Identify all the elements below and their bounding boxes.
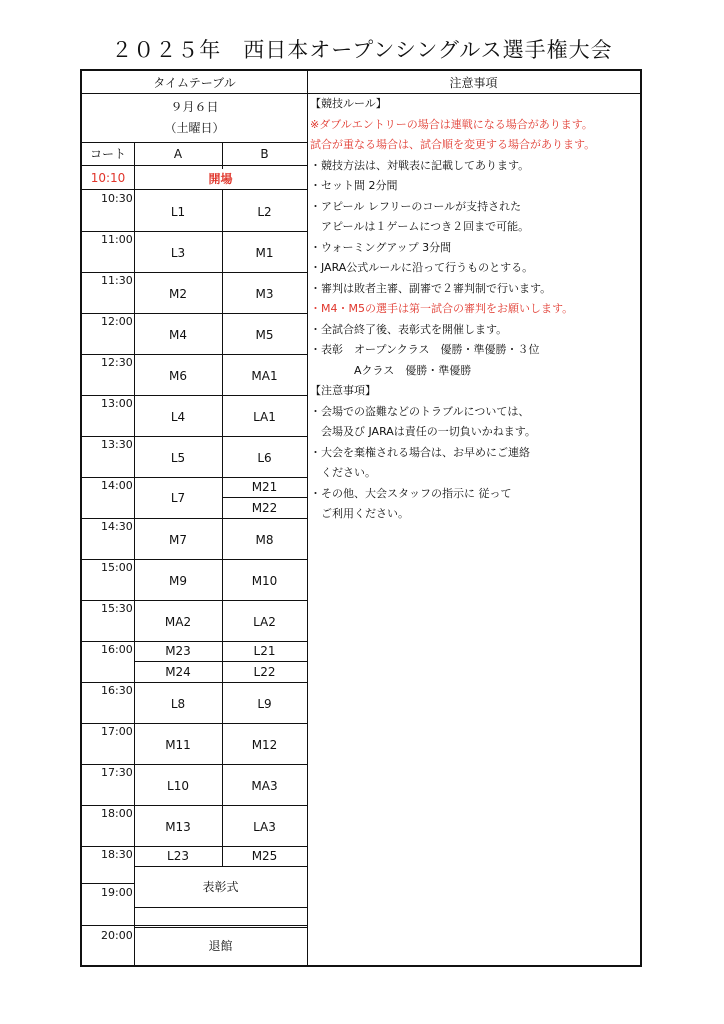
court-b-header: B: [260, 146, 269, 161]
match-court-b: M21: [251, 480, 278, 494]
notes-list: [310, 95, 640, 526]
note-line: ・JARA公式ルールに沿って行うものとする。: [310, 261, 534, 274]
note-line: ・アピール レフリーのコールが支持された: [310, 199, 522, 213]
time-label: 17:00: [101, 725, 133, 738]
match-court-a: L23: [167, 849, 189, 863]
page-title: ２０２５年 西日本オープンシングルス選手権大会: [111, 38, 613, 62]
header-divider: [82, 93, 640, 94]
match-court-a: L1: [170, 205, 186, 219]
sub-row-divider: [222, 497, 307, 498]
row-divider: [82, 231, 307, 232]
time-label: 10:30: [101, 192, 133, 205]
note-line: ・M4・M5の選手は第一試合の審判をお願いします。: [310, 302, 574, 315]
note-line: ・大会を棄権される場合は、お早めにご連絡: [310, 445, 530, 459]
time-label: 15:00: [101, 561, 133, 574]
note-line: Aクラス 優勝・準優勝: [310, 363, 472, 377]
note-line: ・全試合終了後、表彰式を開催します。: [310, 322, 508, 336]
row-divider: [82, 883, 134, 884]
time-label: 14:00: [101, 479, 133, 492]
match-court-a: L3: [170, 246, 186, 260]
row-divider: [82, 313, 307, 314]
court-header: コート: [89, 147, 126, 161]
match-court-b: M5: [255, 328, 274, 342]
section-divider: [307, 71, 308, 965]
note-line: ご利用ください。: [310, 507, 409, 520]
time-label: 13:30: [101, 438, 133, 451]
court-a-header: A: [173, 146, 183, 161]
match-court-b: MA1: [251, 369, 278, 383]
match-court-b: L2: [257, 205, 272, 219]
row-divider: [82, 189, 307, 190]
time-label: 17:30: [101, 766, 133, 779]
match-court-a: L4: [170, 410, 186, 424]
match-court-b: L6: [257, 451, 272, 465]
match-court-a: M11: [165, 738, 191, 752]
note-line: アピールは１ゲームにつき２回まで可能。: [310, 220, 530, 233]
row-divider: [82, 518, 307, 519]
time-label: 15:30: [101, 602, 133, 615]
row-divider: [82, 805, 307, 806]
match-court-a: L5: [170, 451, 186, 465]
note-line: 試合が重なる場合は、試合順を変更する場合があります。: [310, 138, 596, 151]
match-court-a: L7: [170, 490, 186, 505]
note-line: ・ウォーミングアップ 3分間: [310, 240, 452, 254]
sub-row-divider: [134, 661, 307, 662]
time-label: 18:00: [101, 807, 133, 820]
time-label: 19:00: [101, 886, 133, 899]
departure-label: 退館: [208, 938, 233, 953]
row-divider: [82, 559, 307, 560]
time-label: 18:30: [101, 848, 133, 861]
match-court-b: M12: [251, 738, 278, 752]
note-line: ・セット間 2分間: [310, 179, 398, 192]
match-court-a: M6: [169, 369, 187, 383]
match-court-b: M10: [251, 574, 278, 588]
row-divider: [82, 436, 307, 437]
time-label: 12:00: [101, 315, 133, 328]
match-court-a: L8: [170, 697, 186, 711]
match-court-b: M1: [255, 246, 274, 260]
row-divider: [82, 272, 307, 273]
match-court-b: L9: [257, 697, 272, 711]
match-court-a: MA2: [164, 615, 192, 629]
match-court-a: M13: [165, 820, 191, 834]
match-court-b: M8: [255, 533, 274, 547]
note-line: ・審判は敗者主審、副審で２審判制で行います。: [310, 281, 552, 295]
time-label: 16:00: [101, 643, 133, 656]
ceremony-label: 表彰式: [202, 880, 239, 894]
time-label: 13:00: [101, 397, 133, 410]
schedule-table: [80, 69, 642, 967]
match-court-b: LA2: [253, 615, 276, 629]
match-court-b: L21: [253, 644, 276, 658]
note-line: 会場及び JARAは責任の一切負いかねます。: [310, 425, 536, 438]
time-label: 11:30: [101, 274, 133, 287]
time-label: 14:30: [101, 520, 133, 533]
row-divider: [82, 925, 307, 926]
weekday-label: （土曜日）: [164, 120, 225, 135]
match-court-a: M7: [169, 533, 187, 547]
opening-label: 開場: [208, 171, 233, 186]
row-divider: [82, 682, 307, 683]
note-line: ・その他、大会スタッフの指示に 従って: [310, 486, 512, 500]
note-line: ・会場での盗難などのトラブルについては、: [310, 404, 530, 418]
match-court-b: M25: [251, 849, 278, 863]
match-court-a: M24: [165, 664, 191, 679]
note-line: ・競技方法は、対戦表に記載してあります。: [310, 158, 530, 172]
match-court-b: LA3: [253, 820, 276, 834]
row-divider: [82, 723, 307, 724]
note-line: 【競技ルール】: [310, 97, 387, 110]
note-line: ください。: [310, 466, 376, 479]
row-divider: [82, 395, 307, 396]
row-divider: [82, 764, 307, 765]
note-line: 【注意事項】: [310, 384, 376, 397]
opening-time: 10:10: [90, 171, 126, 185]
row-divider: [134, 907, 307, 908]
match-court-b: L22: [253, 664, 276, 679]
match-court-b: MA3: [251, 779, 278, 793]
notes-header: 注意事項: [449, 75, 498, 90]
match-court-b: LA1: [253, 410, 276, 424]
date-label: ９月６日: [170, 99, 219, 114]
match-court-b: M22: [251, 500, 278, 515]
time-label: 12:30: [101, 356, 133, 369]
time-label: 16:30: [101, 684, 133, 697]
column-header-divider: [82, 165, 307, 166]
match-court-a: M23: [165, 644, 191, 658]
note-line: ・表彰 オープンクラス 優勝・準優勝・３位: [310, 343, 540, 356]
row-divider: [82, 354, 307, 355]
match-court-a: M4: [169, 328, 187, 342]
row-divider: [82, 600, 307, 601]
match-court-a: M9: [169, 574, 187, 588]
timetable-header: タイムテーブル: [153, 75, 236, 90]
note-line: ※ダブルエントリーの場合は連戦になる場合があります。: [310, 117, 593, 131]
match-court-a: L10: [167, 779, 189, 793]
match-court-a: M2: [169, 287, 187, 301]
match-court-b: M3: [255, 287, 274, 301]
time-label: 20:00: [101, 929, 133, 942]
time-label: 11:00: [101, 233, 133, 246]
